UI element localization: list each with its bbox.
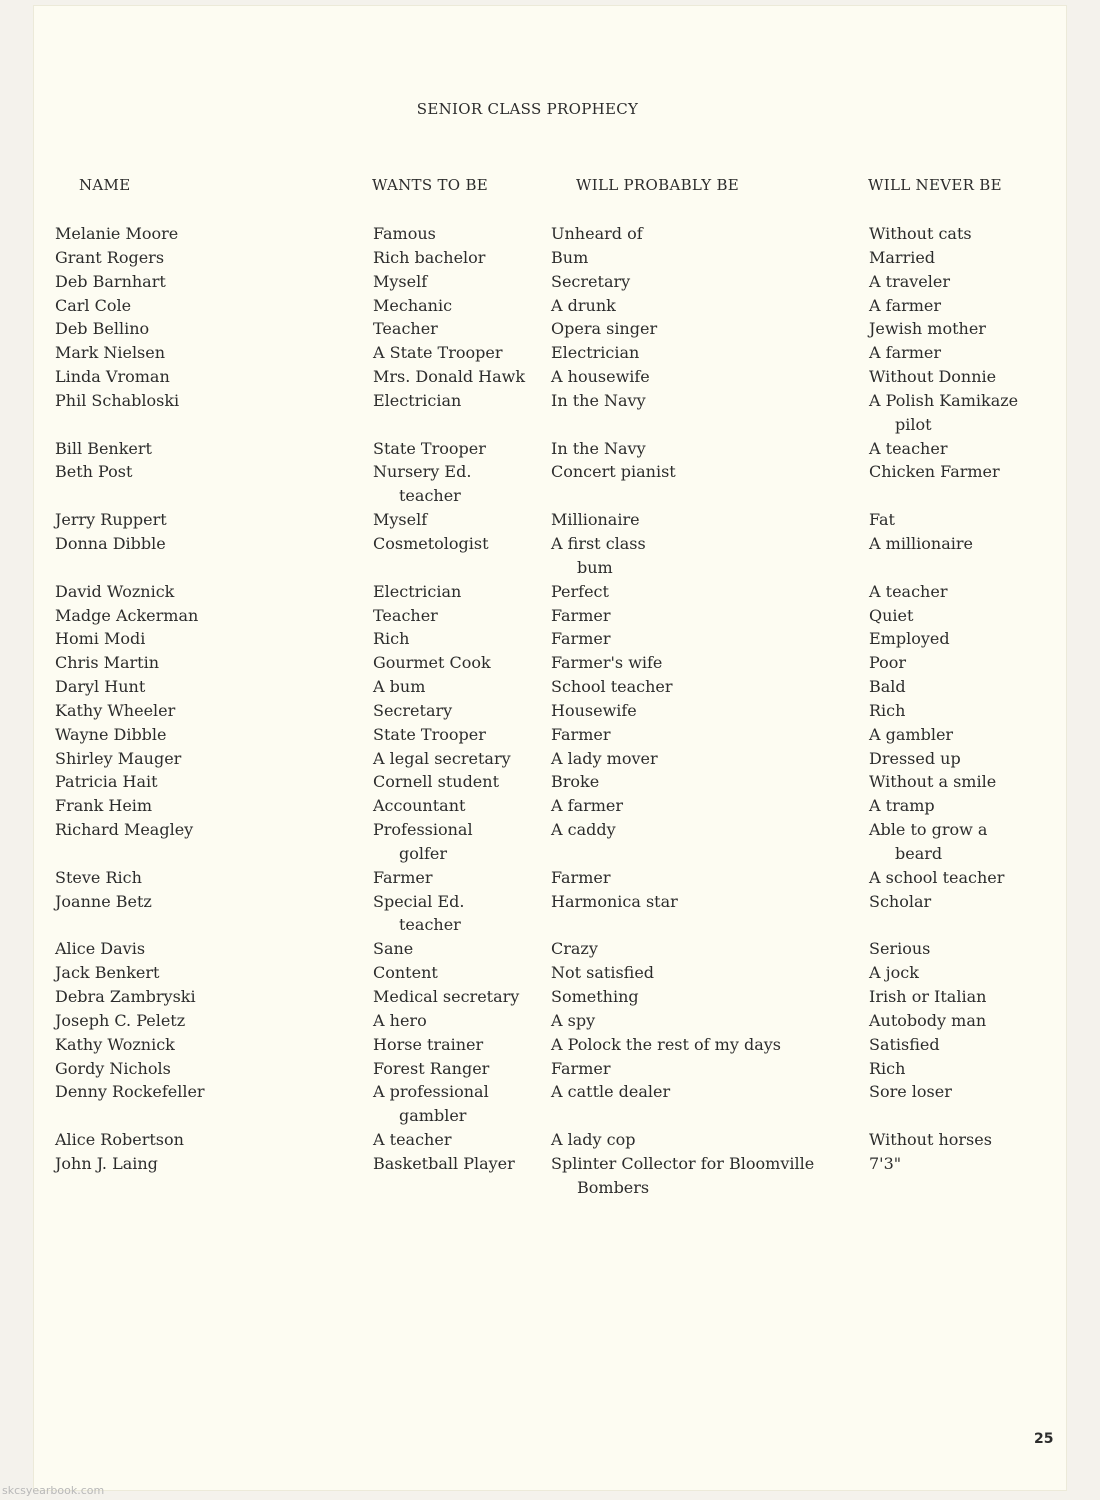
cell-text: A school teacher [869,867,1005,887]
cell-text: Kathy Woznick [55,1034,175,1054]
cell-text: Not satisfied [551,963,655,983]
cell-text: A Polish Kamikaze [869,390,1019,410]
table-cell-name [55,890,205,938]
cell-text: Crazy [551,939,598,959]
table-cell-name [55,651,205,675]
cell-text: Joseph C. Peletz [55,1010,186,1030]
cell-text: A legal secretary [373,748,511,768]
table-cell-name [55,508,205,532]
table-cell-never [869,627,1018,651]
table-cell-name [55,937,205,961]
cell-text: Farmer [551,867,611,887]
cell-text: A cattle dealer [551,1082,671,1102]
cell-text: Perfect [551,581,609,601]
cell-text: A State Trooper [373,343,503,363]
cell-text: Dressed up [869,748,961,768]
table-cell-probably [551,1033,814,1057]
table-cell-probably [551,890,814,938]
cell-text: State Trooper [373,724,486,744]
table-cell-never [869,723,1018,747]
cell-text: Electrician [373,390,462,410]
table-cell-wants [373,866,525,890]
cell-text: Gourmet Cook [373,653,491,673]
cell-text: Horse trainer [373,1034,484,1054]
cell-text: Housewife [551,700,637,720]
table-cell-never [869,532,1018,580]
table-cell-never [869,818,1018,866]
table-cell-never [869,794,1018,818]
table-cell-probably [551,294,814,318]
header-never: WILL NEVER BE [868,176,1002,194]
cell-text: A caddy [551,820,616,840]
table-cell-wants [373,675,525,699]
cell-text: Bill Benkert [55,438,152,458]
table-cell-name [55,389,205,437]
page-title: SENIOR CLASS PROPHECY [416,100,639,118]
cell-text: Cornell student [373,772,500,792]
table-cell-probably [551,580,814,604]
cell-text: A farmer [551,796,624,816]
table-cell-name [55,1057,205,1081]
table-cell-wants [373,937,525,961]
table-cell-probably [551,604,814,628]
name-column [55,222,205,1200]
cell-text: Carl Cole [55,295,132,315]
table-cell-probably [551,627,814,651]
table-cell-probably [551,794,814,818]
table-cell-wants [373,222,525,246]
table-cell-name [55,818,205,866]
table-cell-name [55,317,205,341]
table-cell-never [869,246,1018,270]
cell-text: Sane [373,939,414,959]
table-cell-name [55,985,205,1009]
cell-text: Myself [373,271,428,291]
cell-text: Without Donnie [869,367,997,387]
table-cell-name [55,770,205,794]
cell-text: Chicken Farmer [869,462,1000,482]
cell-text: A teacher [373,1130,452,1150]
table-cell-name [55,341,205,365]
table-cell-probably [551,770,814,794]
cell-text: Secretary [373,700,453,720]
cell-text: Linda Vroman [55,367,170,387]
cell-text-continued: golfer [399,843,448,863]
cell-text-continued: beard [895,843,943,863]
table-cell-name [55,1152,205,1200]
cell-text: Something [551,987,639,1006]
table-cell-probably [551,961,814,985]
watermark: skcsyearbook.com [2,1484,105,1497]
table-cell-name [55,246,205,270]
table-cell-name [55,627,205,651]
table-cell-never [869,1057,1018,1081]
cell-text: Grant Rogers [55,247,165,267]
cell-text: Shirley Mauger [55,748,182,768]
cell-text: A millionaire [869,533,973,553]
table-cell-name [55,723,205,747]
cell-text: Jack Benkert [55,963,160,983]
cell-text: Myself [373,510,428,530]
cell-text: Chris Martin [55,653,160,673]
table-cell-probably [551,270,814,294]
cell-text: Irish or Italian [869,987,987,1006]
table-cell-name [55,294,205,318]
cell-text: Married [869,247,936,267]
table-cell-probably [551,937,814,961]
table-cell-probably [551,532,814,580]
table-cell-never [869,1009,1018,1033]
cell-text: Melanie Moore [55,224,179,243]
header-name: NAME [79,176,131,194]
cell-text: School teacher [551,677,673,697]
cell-text: Jerry Ruppert [55,510,167,530]
cell-text: Secretary [551,271,631,291]
table-cell-never [869,866,1018,890]
table-cell-name [55,580,205,604]
table-cell-wants [373,1033,525,1057]
cell-text: Able to grow a [869,820,988,840]
cell-text: A drunk [551,295,616,315]
table-cell-wants [373,1128,525,1152]
cell-text: Richard Meagley [55,820,194,840]
table-cell-name [55,1080,205,1128]
table-cell-wants [373,1009,525,1033]
cell-text: In the Navy [551,438,646,458]
table-cell-wants [373,341,525,365]
table-cell-wants [373,1057,525,1081]
cell-text: Rich bachelor [373,247,486,267]
table-cell-never [869,1033,1018,1057]
table-cell-never [869,1152,1018,1200]
table-cell-never [869,770,1018,794]
table-cell-probably [551,1009,814,1033]
never-column [869,222,1018,1200]
table-cell-never [869,508,1018,532]
cell-text: Teacher [373,605,438,625]
page-number: 25 [1034,1431,1054,1447]
table-cell-never [869,937,1018,961]
cell-text: A tramp [869,796,935,816]
table-cell-wants [373,794,525,818]
table-cell-never [869,270,1018,294]
cell-text: Donna Dibble [55,533,166,553]
cell-text: Phil Schabloski [55,390,180,410]
cell-text: A Polock the rest of my days [551,1034,781,1054]
table-cell-name [55,532,205,580]
cell-text: Deb Barnhart [55,271,166,291]
cell-text: Madge Ackerman [55,605,199,625]
table-cell-never [869,604,1018,628]
table-cell-wants [373,246,525,270]
table-cell-wants [373,723,525,747]
table-cell-probably [551,317,814,341]
table-cell-never [869,675,1018,699]
cell-text-continued: teacher [399,915,461,935]
cell-text: A hero [373,1010,427,1030]
table-cell-wants [373,294,525,318]
table-cell-name [55,222,205,246]
table-cell-never [869,341,1018,365]
cell-text: A farmer [869,343,942,363]
table-cell-never [869,1080,1018,1128]
table-cell-probably [551,866,814,890]
table-cell-name [55,1009,205,1033]
table-cell-probably [551,341,814,365]
cell-text: Farmer's wife [551,653,663,673]
table-cell-wants [373,604,525,628]
table-cell-never [869,389,1018,437]
table-cell-name [55,675,205,699]
cell-text: Steve Rich [55,867,142,887]
cell-text: A gambler [869,724,954,744]
cell-text: Beth Post [55,462,133,482]
cell-text: Farmer [373,867,433,887]
table-cell-probably [551,437,814,461]
cell-text: Without a smile [869,772,997,792]
table-cell-never [869,294,1018,318]
cell-text: Without horses [869,1130,992,1150]
cell-text: Employed [869,629,950,649]
cell-text: Scholar [869,891,932,911]
cell-text: Nursery Ed. [373,462,472,482]
table-cell-wants [373,317,525,341]
cell-text: State Trooper [373,438,486,458]
cell-text: Sore loser [869,1082,952,1102]
table-cell-wants [373,270,525,294]
table-cell-probably [551,985,814,1009]
cell-text: Patricia Hait [55,772,158,792]
cell-text: Daryl Hunt [55,677,146,697]
cell-text-continued: teacher [399,486,461,506]
table-cell-name [55,604,205,628]
table-cell-wants [373,961,525,985]
table-cell-never [869,222,1018,246]
table-cell-wants [373,508,525,532]
cell-text: Unheard of [551,224,643,243]
table-cell-wants [373,699,525,723]
cell-text: A professional [373,1082,489,1102]
cell-text: 7'3" [869,1153,902,1173]
cell-text: Famous [373,224,436,243]
cell-text: Professional [373,820,473,840]
cell-text: Without cats [869,224,972,243]
table-cell-wants [373,627,525,651]
cell-text: Broke [551,772,600,792]
cell-text: Splinter Collector for Bloomville [551,1153,815,1173]
table-cell-never [869,651,1018,675]
cell-text: A teacher [869,438,948,458]
table-cell-probably [551,747,814,771]
cell-text: Millionaire [551,510,640,530]
table-cell-probably [551,365,814,389]
cell-text: A lady cop [551,1130,636,1150]
cell-text: Jewish mother [869,319,986,339]
table-cell-wants [373,818,525,866]
cell-text: A housewife [551,367,650,387]
table-cell-probably [551,651,814,675]
table-cell-wants [373,437,525,461]
cell-text: Bald [869,677,906,697]
cell-text: Electrician [373,581,462,601]
cell-text: A bum [373,677,426,697]
table-cell-probably [551,1128,814,1152]
cell-text: Accountant [373,796,466,816]
cell-text: Content [373,963,438,983]
cell-text: Farmer [551,1058,611,1078]
table-cell-probably [551,389,814,437]
table-cell-name [55,747,205,771]
table-cell-name [55,961,205,985]
table-cell-wants [373,747,525,771]
cell-text-continued: Bombers [577,1177,650,1197]
cell-text: Joanne Betz [55,891,152,911]
cell-text: Forest Ranger [373,1058,490,1078]
table-cell-probably [551,675,814,699]
cell-text: Wayne Dibble [55,724,167,744]
table-cell-never [869,460,1018,508]
table-cell-wants [373,890,525,938]
cell-text: Teacher [373,319,438,339]
table-cell-name [55,437,205,461]
cell-text: Bum [551,247,589,267]
table-cell-never [869,437,1018,461]
cell-text: Frank Heim [55,796,153,816]
table-cell-wants [373,1152,525,1200]
cell-text-continued: pilot [895,414,932,434]
table-cell-wants [373,389,525,437]
cell-text: A lady mover [551,748,658,768]
table-cell-name [55,794,205,818]
table-cell-name [55,1128,205,1152]
wants-column [373,222,525,1200]
cell-text: In the Navy [551,390,646,410]
table-cell-wants [373,365,525,389]
cell-text: Fat [869,510,895,530]
table-cell-name [55,365,205,389]
cell-text: Mark Nielsen [55,343,166,363]
cell-text: A jock [869,963,919,983]
table-cell-probably [551,1152,814,1200]
table-cell-never [869,961,1018,985]
table-cell-never [869,580,1018,604]
table-cell-wants [373,460,525,508]
table-cell-probably [551,246,814,270]
table-cell-name [55,270,205,294]
table-cell-probably [551,699,814,723]
cell-text: Rich [869,1058,906,1078]
cell-text: Electrician [551,343,640,363]
cell-text: Debra Zambryski [55,987,196,1006]
cell-text: A first class [551,533,646,553]
cell-text: Serious [869,939,931,959]
table-cell-probably [551,818,814,866]
cell-text: Concert pianist [551,462,676,482]
cell-text: Farmer [551,605,611,625]
cell-text: Satisfied [869,1034,940,1054]
table-cell-wants [373,651,525,675]
cell-text-continued: gambler [399,1106,467,1126]
table-cell-never [869,747,1018,771]
cell-text: A farmer [869,295,942,315]
cell-text: Alice Robertson [55,1130,184,1150]
cell-text: Medical secretary [373,987,520,1006]
cell-text: Homi Modi [55,629,146,649]
table-cell-wants [373,532,525,580]
table-cell-probably [551,1057,814,1081]
cell-text: A teacher [869,581,948,601]
table-cell-probably [551,1080,814,1128]
cell-text: Opera singer [551,319,658,339]
cell-text: Kathy Wheeler [55,700,176,720]
cell-text: Farmer [551,629,611,649]
cell-text: Harmonica star [551,891,678,911]
header-wants: WANTS TO BE [372,176,489,194]
table-cell-name [55,460,205,508]
table-cell-name [55,866,205,890]
table-cell-name [55,1033,205,1057]
table-cell-never [869,985,1018,1009]
cell-text: John J. Laing [55,1153,158,1173]
table-cell-probably [551,723,814,747]
cell-text: Deb Bellino [55,319,150,339]
table-cell-wants [373,985,525,1009]
table-cell-probably [551,508,814,532]
cell-text: Rich [869,700,906,720]
table-cell-never [869,317,1018,341]
table-cell-never [869,1128,1018,1152]
probably-column [551,222,814,1200]
table-cell-probably [551,222,814,246]
header-probably: WILL PROBABLY BE [576,176,740,194]
cell-text: A traveler [869,271,950,291]
cell-text-continued: bum [577,557,613,577]
cell-text: Autobody man [869,1010,987,1030]
cell-text: Farmer [551,724,611,744]
cell-text: Gordy Nichols [55,1058,171,1078]
table-cell-never [869,890,1018,938]
table-cell-wants [373,1080,525,1128]
cell-text: David Woznick [55,581,175,601]
cell-text: Rich [373,629,410,649]
table-cell-probably [551,460,814,508]
cell-text: Denny Rockefeller [55,1082,205,1102]
table-cell-name [55,699,205,723]
cell-text: Poor [869,653,907,673]
table-cell-wants [373,770,525,794]
cell-text: Mrs. Donald Hawk [373,367,526,387]
cell-text: Special Ed. [373,891,465,911]
table-cell-never [869,365,1018,389]
cell-text: A spy [551,1010,596,1030]
cell-text: Alice Davis [55,939,146,959]
table-cell-never [869,699,1018,723]
table-cell-wants [373,580,525,604]
cell-text: Cosmetologist [373,533,489,553]
cell-text: Mechanic [373,295,453,315]
cell-text: Quiet [869,605,914,625]
cell-text: Basketball Player [373,1153,515,1173]
